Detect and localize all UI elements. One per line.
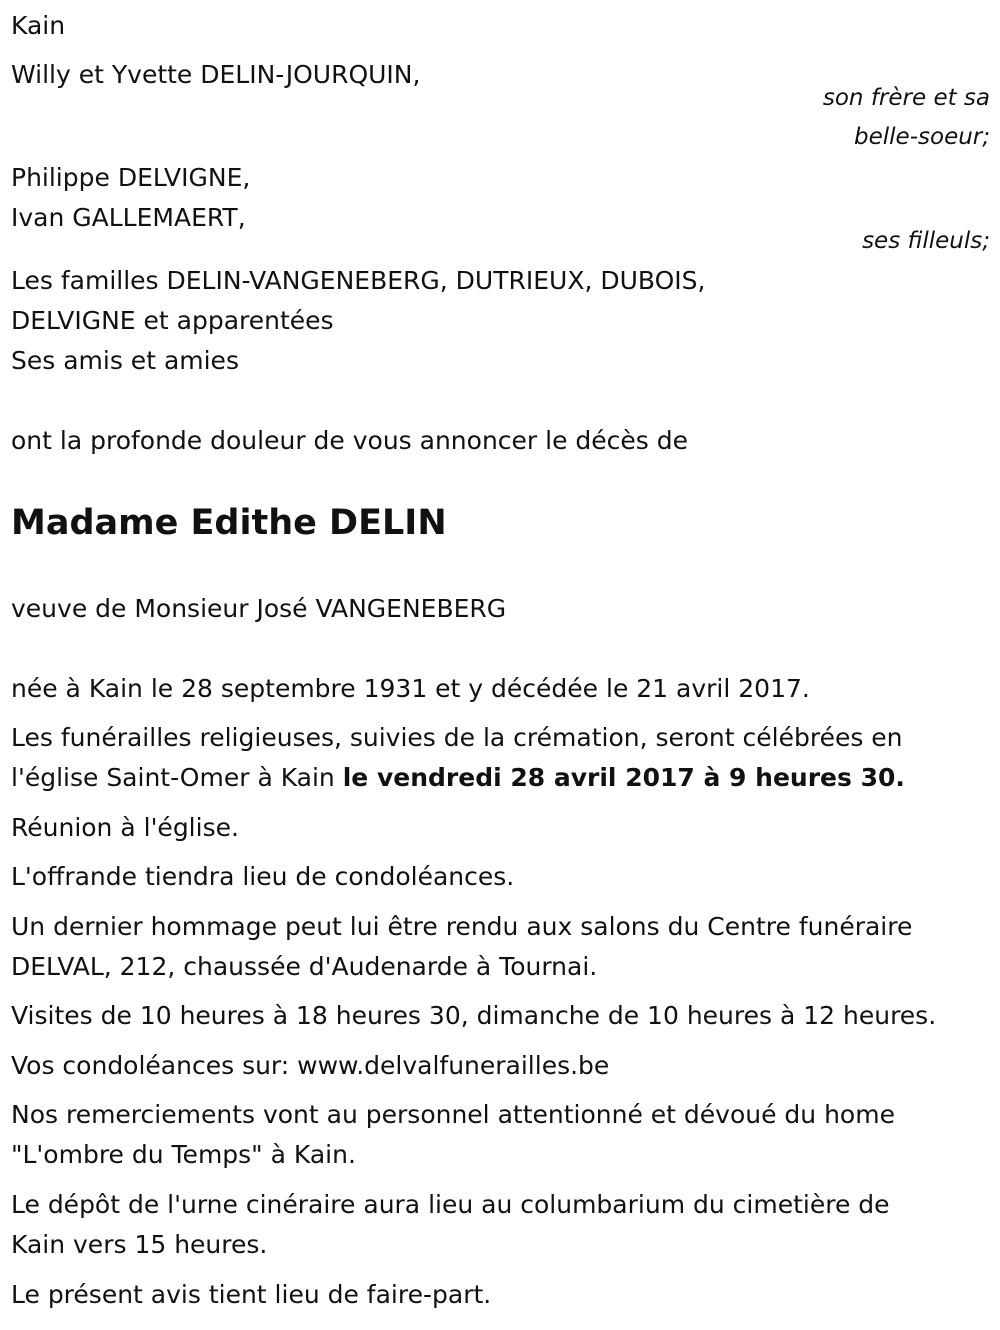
- sibling-relation-line2: belle-soeur;: [854, 124, 990, 150]
- godchild-name-2: Ivan GALLEMAERT,: [11, 203, 246, 232]
- funeral-line1: Les funérailles religieuses, suivies de la crémation, seront célébrées en: [11, 723, 903, 752]
- widow-of-line: veuve de Monsieur José VANGENEBERG: [11, 594, 507, 623]
- urn-line2: Kain vers 15 heures.: [11, 1230, 268, 1259]
- tribute-line2: DELVAL, 212, chaussée d'Audenarde à Tournai.: [11, 952, 598, 981]
- funeral-line2: [11, 758, 905, 798]
- visits-line: Visites de 10 heures à 18 heures 30, dimanche de 10 heures à 12 heures.: [11, 1001, 937, 1030]
- announcement-line: ont la profonde douleur de vous annoncer le décès de: [11, 426, 689, 455]
- closing-line: Le présent avis tient lieu de faire-part.: [11, 1280, 492, 1309]
- urn-line1: Le dépôt de l'urne cinéraire aura lieu au columbarium du cimetière de: [11, 1190, 890, 1219]
- deceased-name: Madame Edithe DELIN: [11, 503, 447, 543]
- place-text: Kain: [11, 11, 66, 40]
- tribute-line1: Un dernier hommage peut lui être rendu aux salons du Centre funéraire: [11, 912, 913, 941]
- families-line1: Les familles DELIN-VANGENEBERG, DUTRIEUX, DUBOIS,: [11, 266, 706, 295]
- thanks-line1: Nos remerciements vont au personnel attentionné et dévoué du home: [11, 1100, 895, 1129]
- funeral-place-text: l'église Saint-Omer à Kain: [11, 763, 343, 792]
- families-line2: DELVIGNE et apparentées: [11, 306, 334, 335]
- sibling-names: Willy et Yvette DELIN-JOURQUIN,: [11, 60, 421, 89]
- thanks-line2: "L'ombre du Temps" à Kain.: [11, 1140, 356, 1169]
- condolences-line: Vos condoléances sur: www.delvalfunerailles.be: [11, 1051, 610, 1080]
- friends-line: Ses amis et amies: [11, 346, 239, 375]
- offering-line: L'offrande tiendra lieu de condoléances.: [11, 862, 515, 891]
- meeting-line: Réunion à l'église.: [11, 813, 239, 842]
- funeral-date-time: le vendredi 28 avril 2017 à 9 heures 30.: [342, 763, 905, 792]
- sibling-relation-line1: son frère et sa: [822, 85, 990, 111]
- godchild-name-1: Philippe DELVIGNE,: [11, 163, 251, 192]
- godchildren-relation: ses filleuls;: [862, 228, 990, 254]
- birth-death-line: née à Kain le 28 septembre 1931 et y décédée le 21 avril 2017.: [11, 674, 810, 703]
